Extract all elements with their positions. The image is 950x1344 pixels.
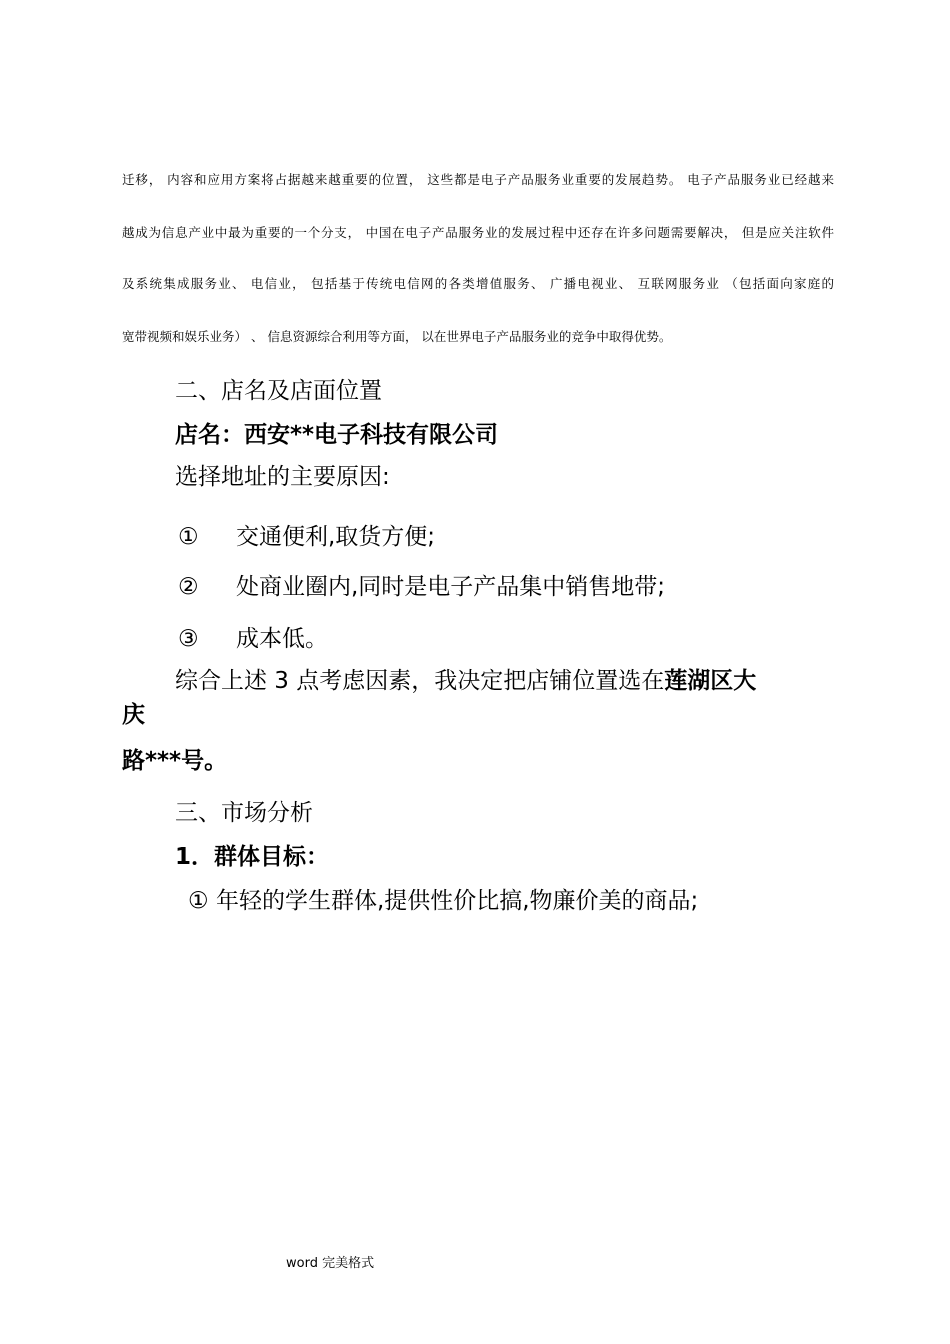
target-item — [188, 886, 698, 916]
store-name-label: 店名： — [175, 422, 244, 448]
conclusion-location-part1: 莲湖区大 — [664, 668, 757, 694]
conclusion-location-part2: 庆 — [122, 702, 145, 728]
target-number: ① — [188, 888, 209, 914]
intro-line-3: 及系统集成服务业、 电信业， 包括基于传统电信网的各类增值服务、 广播电视业、 互联网服务业 （包括面向家庭的 — [122, 276, 834, 291]
reason-item — [178, 522, 435, 552]
reasons-title: 选择地址的主要原因: — [175, 464, 390, 490]
conclusion-line-1 — [175, 666, 756, 696]
reason-text: 处商业圈内,同时是电子产品集中销售地带; — [236, 574, 666, 600]
intro-line-1: 迁移， 内容和应用方案将占据越来越重要的位置， 这些都是电子产品服务业重要的发展趋势。 电子产品服务业已经越来 — [122, 172, 834, 187]
section-3-subheading: 1．群体目标： — [175, 844, 330, 870]
reason-item — [178, 572, 665, 602]
store-name: 西安**电子科技有限公司 — [244, 422, 499, 448]
store-name-line — [175, 420, 498, 450]
reason-text: 交通便利,取货方便; — [236, 524, 436, 550]
reason-number: ② — [178, 574, 199, 600]
target-text: 年轻的学生群体,提供性价比搞,物廉价美的商品; — [215, 888, 699, 914]
intro-line-4: 宽带视频和娱乐业务） 、 信息资源综合利用等方面， 以在世界电子产品服务业的竞争中取得优势。 — [122, 329, 672, 344]
reason-text: 成本低。 — [236, 626, 328, 652]
conclusion-location-part3: 路***号。 — [122, 748, 228, 774]
conclusion-text: 综合上述 3 点考虑因素，我决定把店铺位置选在 — [175, 668, 665, 694]
reason-number: ① — [178, 524, 199, 550]
section-2-heading: 二、店名及店面位置 — [175, 378, 382, 404]
footer-text: word 完美格式 — [286, 1256, 375, 1271]
section-3-heading: 三、市场分析 — [175, 800, 313, 826]
reason-item — [178, 624, 328, 654]
reason-number: ③ — [178, 626, 199, 652]
intro-line-2: 越成为信息产业中最为重要的一个分支， 中国在电子产品服务业的发展过程中还存在许多问题需要解决， 但是应关注软件 — [122, 225, 834, 240]
